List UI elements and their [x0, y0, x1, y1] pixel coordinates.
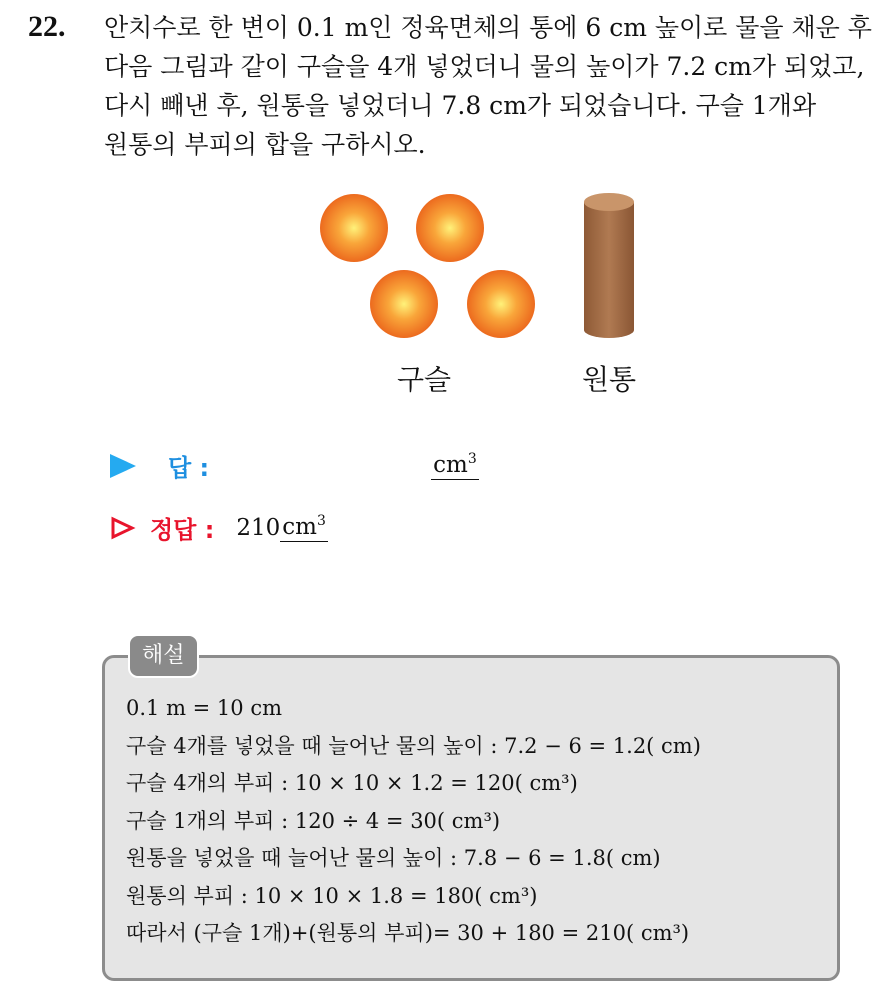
solution-line: 구슬 4개의 부피 : 10 × 10 × 1.2 = 120( cm³) — [126, 771, 578, 795]
figure-drawing — [300, 180, 700, 360]
question-line: 다음 그림과 같이 구슬을 4개 넣었더니 물의 높이가 7.2 cm가 되었고, — [104, 52, 865, 81]
correct-answer-label: 정답 : — [150, 516, 215, 544]
question-line: 원통의 부피의 합을 구하시오. — [104, 130, 426, 159]
correct-unit-text: cm — [282, 514, 317, 540]
marble-1 — [320, 194, 388, 262]
question-text — [104, 8, 872, 164]
outline-arrow-icon — [110, 516, 136, 540]
solution-line: 원통의 부피 : 10 × 10 × 1.8 = 180( cm³) — [126, 883, 538, 908]
marble-3 — [370, 270, 438, 338]
solution-line: 원통을 넣었을 때 늘어난 물의 높이 : 7.8 − 6 = 1.8( cm) — [126, 846, 661, 870]
solution-line: 구슬 4개를 넣었을 때 늘어난 물의 높이 : 7.2 − 6 = 1.2( cm) — [126, 733, 701, 758]
correct-unit-exponent: 3 — [316, 513, 326, 529]
answer-unit-exponent: 3 — [467, 451, 477, 467]
correct-answer-value: 210 — [236, 514, 281, 541]
answer-unit-text: cm — [433, 452, 468, 478]
question-number: 22. — [28, 10, 66, 43]
solution-tab: 해설 — [128, 634, 199, 678]
question-line: 안치수로 한 변이 0.1 m인 정육면체의 통에 6 cm 높이로 물을 채운 후 — [104, 13, 872, 42]
answer-row — [110, 448, 479, 483]
marble-4 — [467, 270, 535, 338]
play-arrow-icon — [110, 454, 136, 478]
problem-figure — [300, 180, 700, 410]
marble-2 — [416, 194, 484, 262]
solution-text — [126, 690, 701, 953]
cylinder — [584, 193, 634, 338]
marble-label: 구슬 — [397, 363, 452, 396]
solution-line: 구슬 1개의 부피 : 120 ÷ 4 = 30( cm³) — [126, 808, 501, 833]
solution-line: 따라서 (구슬 1개)+(원통의 부피)= 30 + 180 = 210( cm³) — [126, 921, 690, 945]
correct-answer-row — [110, 510, 328, 545]
cylinder-label: 원통 — [582, 363, 637, 396]
answer-label: 답 : — [168, 454, 210, 482]
answer-unit[interactable] — [431, 451, 479, 480]
solution-line: 0.1 m = 10 cm — [126, 696, 283, 720]
question-line: 다시 빼낸 후, 원통을 넣었더니 7.8 cm가 되었습니다. 구슬 1개와 — [104, 91, 817, 120]
correct-answer-unit — [280, 513, 328, 542]
